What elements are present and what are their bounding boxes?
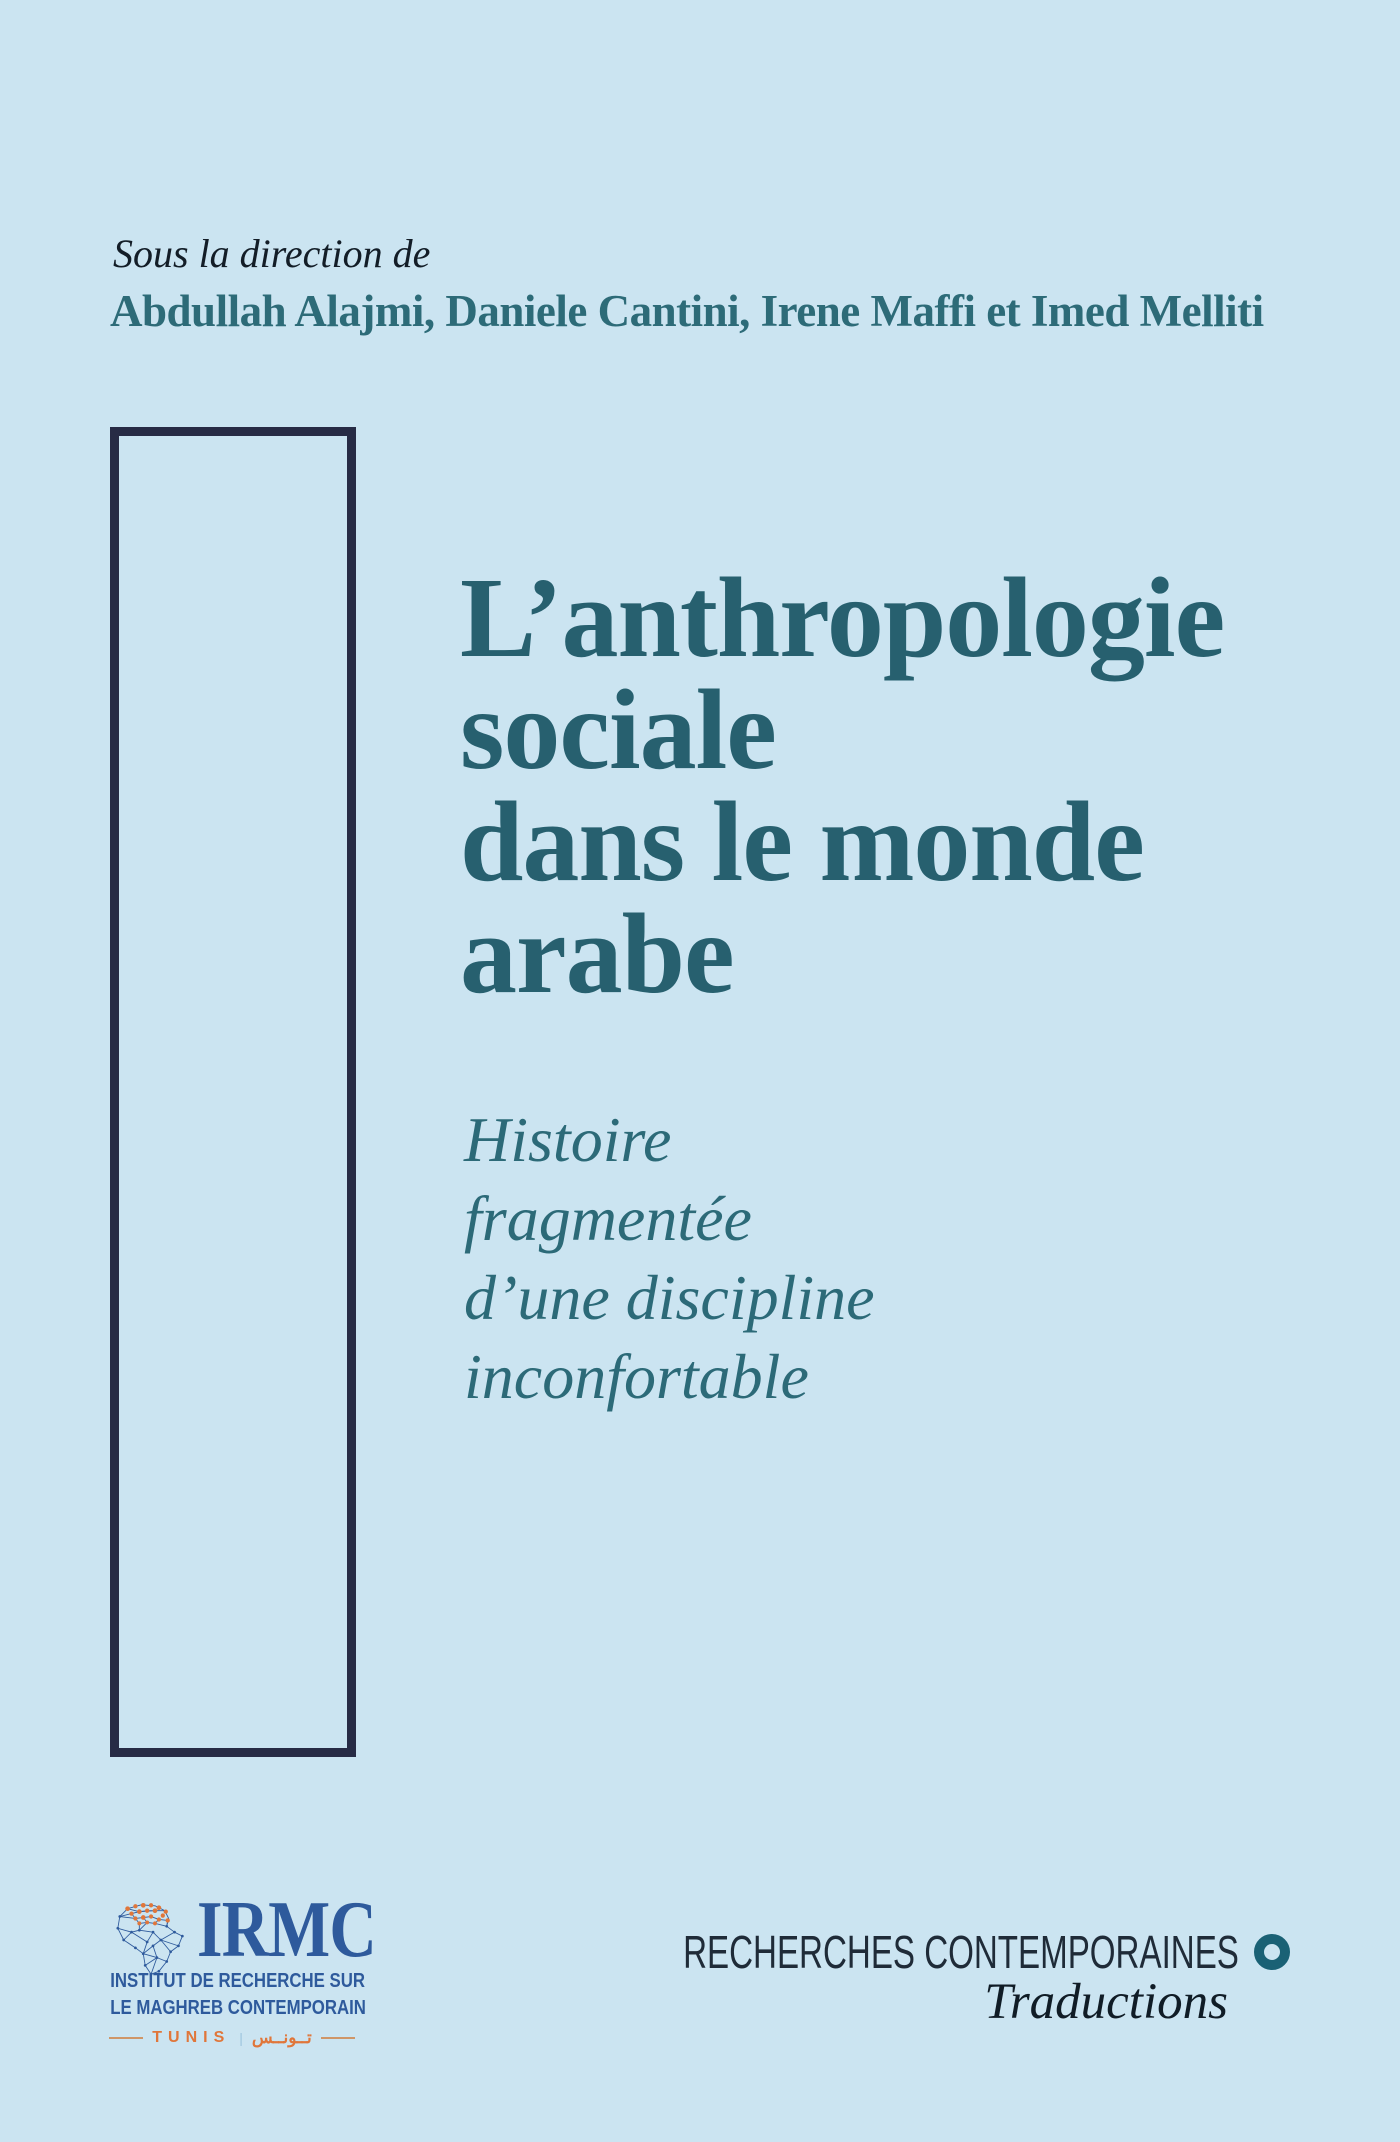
collection-subseries: Traductions <box>984 1974 1228 2030</box>
title-line: L’anthropologie <box>460 554 1225 681</box>
title-line: sociale <box>460 666 776 793</box>
subtitle-line: inconfortable <box>464 1341 809 1412</box>
collection-series-row <box>467 1928 1290 1976</box>
publisher-name-line1: INSTITUT DE RECHERCHE SUR <box>110 1970 366 1992</box>
book-title <box>460 554 1225 1017</box>
subtitle-line: d’une discipline <box>464 1262 875 1333</box>
book-subtitle <box>464 1100 875 1416</box>
publisher-name <box>110 1968 366 2022</box>
byline-prefix: Sous la direction de <box>113 231 431 276</box>
authors: Abdullah Alajmi, Daniele Cantini, Irene Maffi et Imed Melliti <box>110 286 1264 336</box>
ring-icon <box>1254 1934 1290 1970</box>
title-line: dans le monde <box>460 778 1144 905</box>
subtitle-line: Histoire <box>464 1104 672 1175</box>
publisher-city: TUNIS <box>152 2029 231 2046</box>
dash-rule <box>321 2037 355 2039</box>
publisher-city-arabic: تــونــس <box>251 2028 312 2047</box>
publisher-name-line2: LE MAGHREB CONTEMPORAIN <box>110 1997 366 2019</box>
decorative-frame <box>110 427 356 1757</box>
subtitle-line: fragmentée <box>464 1183 752 1254</box>
africa-network-icon <box>110 1902 198 1978</box>
title-line: arabe <box>460 890 734 1017</box>
city-separator: | <box>239 2030 243 2046</box>
collection-series: RECHERCHES CONTEMPORAINES <box>683 1926 1239 1978</box>
publisher-city-row <box>87 2028 377 2048</box>
publisher-acronym: IRMC <box>197 1886 376 1974</box>
dash-rule <box>109 2037 143 2039</box>
